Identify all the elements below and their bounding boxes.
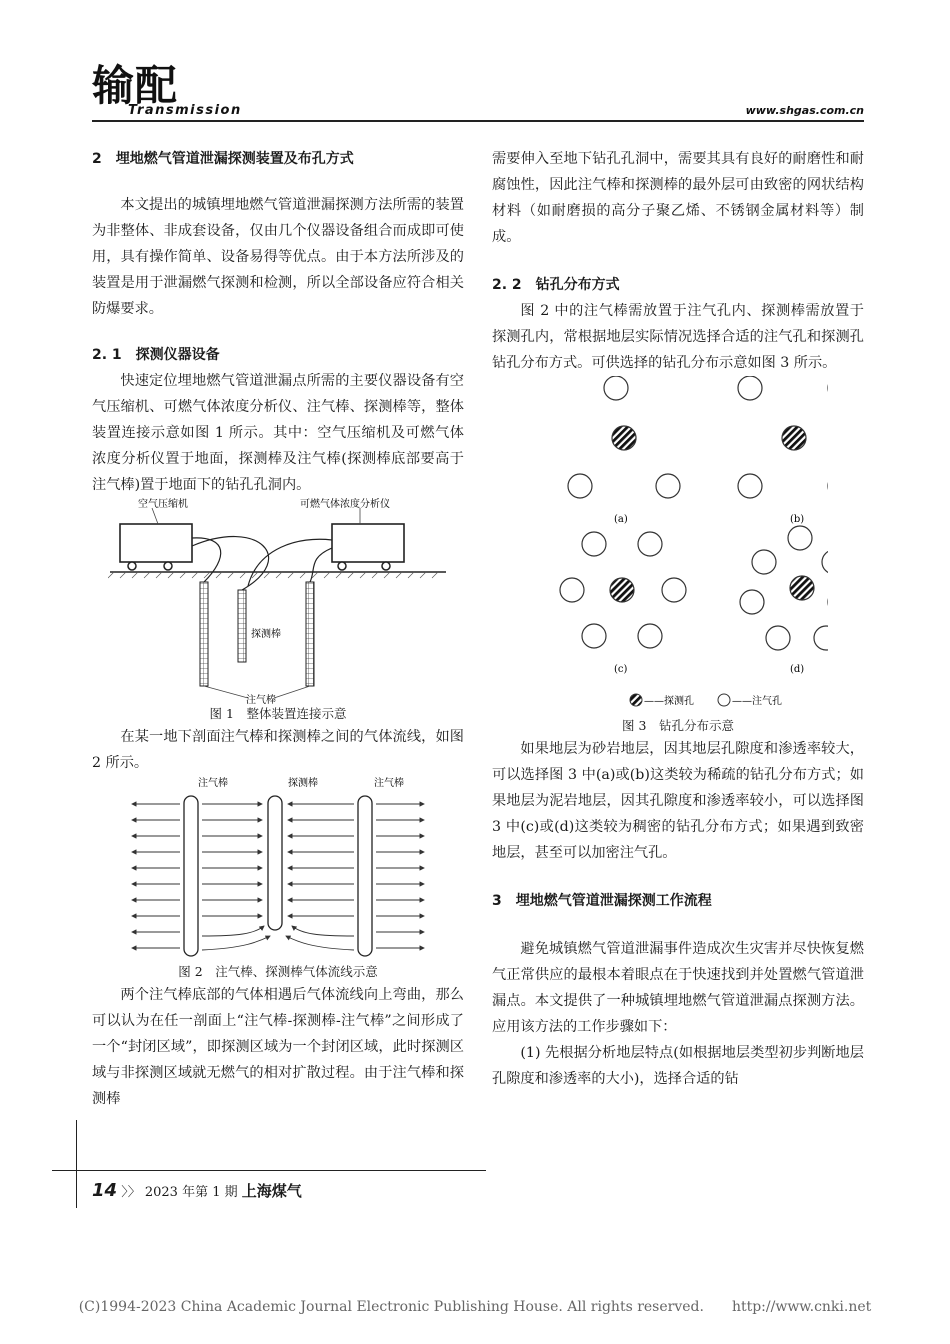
paragraph: (1) 先根据分析地层特点(如根据地层类型初步判断地层孔隙度和渗透率的大小)，选择合适的钻 [492,1045,864,1087]
paragraph: 两个注气棒底部的气体相遇后气体流线向上弯曲，那么可以认为在任一剖面上“注气棒-探测棒-注气棒”之间形成了一个“封闭区域”，即探测区域为一个封闭区域，此时探测区域与非探测区域就无燃气的相对扩散过程。由于注气棒和探测棒 [92,987,464,1107]
paragraph: 避免城镇燃气管道泄漏事件造成次生灾害并尽快恢复燃气正常供应的最根本着眼点在于快速找到并处置燃气管道泄漏点。本文提供了一种城镇埋地燃气管道泄漏点探测方法。应用该方法的工作步骤如下： [492,941,864,1035]
right-column [492,146,864,1092]
label-compressor: 空气压缩机 [138,499,188,510]
section-2-1-heading: 2. 1 探测仪器设备 [92,347,220,363]
probe-rod [268,796,282,930]
inject-rod-left [184,796,198,956]
legend-probe-swatch [630,694,642,706]
footer-rule [52,1170,486,1171]
figure-1-caption: 图 1 整体装置连接示意 [209,706,347,721]
figure-3-caption: 图 3 钻孔分布示意 [622,718,734,733]
legend-inject-swatch [718,694,730,706]
wheel [164,562,172,570]
wheel [338,562,346,570]
paragraph: 快速定位埋地燃气管道泄漏点所需的主要仪器设备有空气压缩机、可燃气体浓度分析仪、注气棒、探测棒等，整体装置连接示意如图 1 所示。其中：空气压缩机及可燃气体浓度分析仪置于地面，探测棒及注气棒(探测棒底部要高于注气棒)置于地面下的钻孔孔洞内。 [92,373,464,493]
journal-logo-subtitle: Transmission [128,103,242,118]
inject-hole [740,590,764,614]
inject-hole [638,532,662,556]
website-url[interactable]: www.shgas.com.cn [745,104,864,117]
figure-1-diagram [108,498,448,704]
section-2-heading: 2 埋地燃气管道泄漏探测装置及布孔方式 [92,151,354,167]
inject-hole [766,626,790,650]
wheel [128,562,136,570]
section-2-2-heading: 2. 2 钻孔分布方式 [492,277,620,293]
compressor-box [120,524,192,562]
probe-rod [238,590,246,662]
inject-hole [582,624,606,648]
probe-hole [790,576,814,600]
section-3-heading: 3 埋地燃气管道泄漏探测工作流程 [492,893,712,909]
journal-logo: 输配 [92,61,179,110]
paragraph: 如果地层为砂岩地层，因其地层孔隙度和渗透率较大，可以选择图 3 中(a)或(b)这类较为稀疏的钻孔分布方式；如果地层为泥岩地层，因其孔隙度和渗透率较小，可以选择图 3 中(c)或(d)这类较为稠密的钻孔分布方式；如果遇到致密地层，甚至可以加密注气孔。 [492,741,864,861]
footer [92,1180,302,1201]
inject-hole [582,532,606,556]
legend-inject-label: ——注气孔 [732,696,782,707]
inject-hole [822,550,828,574]
inject-hole [738,474,762,498]
probe-hole [782,426,806,450]
paragraph: 图 2 中的注气棒需放置于注气孔内、探测棒需放置于探测孔内，常根据地层实际情况选择合适的注气孔和探测孔钻孔分布方式。可供选择的钻孔分布示意如图 3 所示。 [492,303,864,371]
wheel [382,562,390,570]
label-inject-right: 注气棒 [374,778,404,789]
inject-hole [560,578,584,602]
subfig-label-b: (b) [790,514,805,525]
probe-hole [610,578,634,602]
label-inject-left: 注气棒 [198,778,228,789]
left-column [92,146,464,1112]
header-rule [92,120,864,122]
label-analyzer: 可燃气体浓度分析仪 [300,499,390,510]
figure-2-caption: 图 2 注气棒、探测棒气体流线示意 [178,964,378,979]
inject-rod-left [200,582,208,686]
inject-hole [638,624,662,648]
subfig-label-a: (a) [614,514,628,525]
inject-hole [752,550,776,574]
probe-hole [612,426,636,450]
journal-name: 上海煤气 [241,1182,302,1200]
inject-hole [604,376,628,400]
inject-hole [656,474,680,498]
legend-probe-label: ——探测孔 [644,696,694,707]
inject-rod-right [306,582,314,686]
copyright-notice: (C)1994-2023 China Academic Journal Electronic Publishing House. All rights reserved. http://www.cnki.net [78,1299,872,1315]
paragraph: 需要伸入至地下钻孔孔洞中，需要其具有良好的耐磨性和耐腐蚀性，因此注气棒和探测棒的最外层可由致密的网状结构材料（如耐磨损的高分子聚乙烯、不锈钢金属材料等）制成。 [492,151,864,245]
inject-hole [788,526,812,550]
paragraph: 在某一地下剖面注气棒和探测棒之间的气体流线，如图 2 所示。 [92,729,464,771]
inject-hole [814,626,828,650]
inject-hole [568,474,592,498]
footer-arrows: 〉〉 [121,1185,141,1200]
footer-vertical-rule [76,1120,77,1208]
paragraph: 本文提出的城镇埋地燃气管道泄漏探测方法所需的装置为非整体、非成套设备，仅由几个仪器设备组合而成即可使用，具有操作简单、设备易得等优点。由于本方法所涉及的装置是用于泄漏燃气探测和检测，所以全部设备应符合相关防爆要求。 [92,197,464,317]
inject-hole [662,578,686,602]
issue-info: 2023 年第 1 期 [144,1185,238,1200]
label-probe: 探测棒 [251,629,281,640]
inject-rod-right [358,796,372,956]
inject-hole [738,376,762,400]
subfig-label-d: (d) [790,664,805,675]
analyzer-box [332,524,404,562]
label-probe: 探测棒 [288,778,318,789]
subfig-label-c: (c) [614,664,628,675]
label-inject: 注气棒 [246,695,276,704]
page-number: 14 [92,1180,118,1201]
figure-2-diagram [128,776,428,962]
figure-3-diagram [528,376,828,716]
